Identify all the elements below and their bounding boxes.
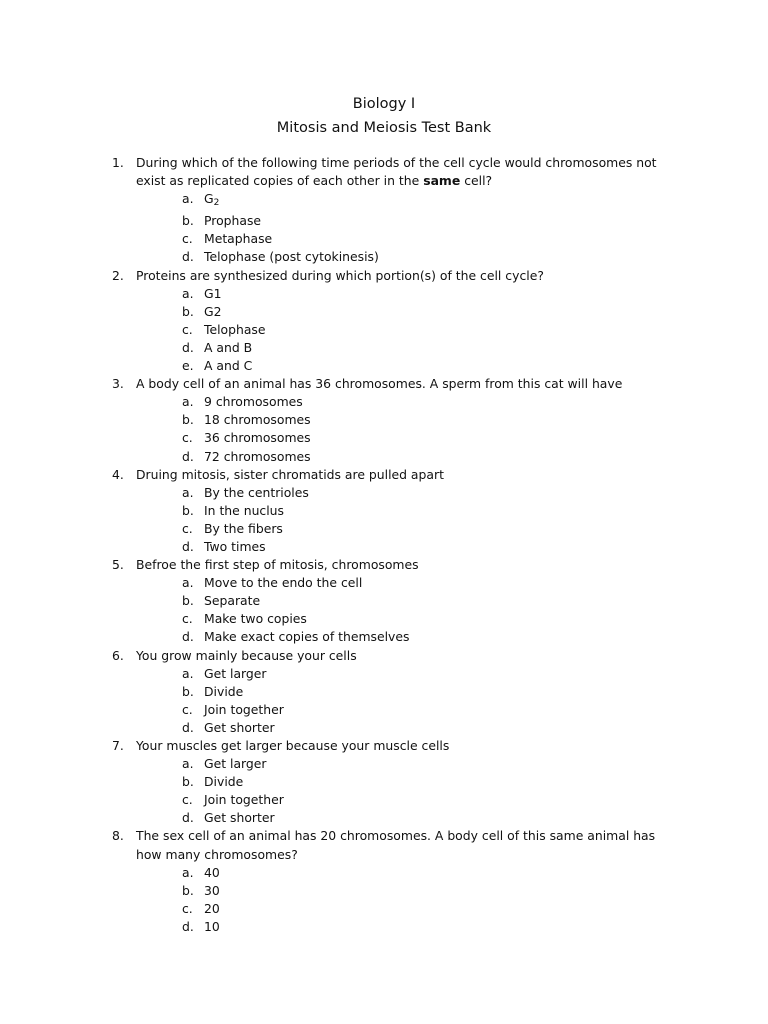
- answer-option: [136, 429, 672, 447]
- answer-option: [136, 791, 672, 809]
- option-text: Make two copies: [204, 611, 307, 627]
- question-text: A body cell of an animal has 36 chromosomes. A sperm from this cat will have: [136, 376, 623, 392]
- option-letter: e.: [182, 358, 194, 374]
- answer-option: [136, 520, 672, 538]
- answer-options: [136, 484, 672, 556]
- option-letter: b.: [182, 774, 194, 790]
- option-text: A and B: [204, 339, 253, 355]
- option-letter: b.: [182, 593, 194, 609]
- option-letter: d.: [182, 448, 194, 464]
- option-text: 10: [204, 918, 220, 934]
- answer-options: [136, 574, 672, 646]
- answer-option: [136, 683, 672, 701]
- question-text: You grow mainly because your cells: [136, 647, 357, 663]
- question-7: [112, 737, 672, 827]
- document-subtitle: Mitosis and Meiosis Test Bank: [276, 120, 492, 136]
- option-letter: c.: [182, 520, 193, 536]
- option-letter: a.: [182, 484, 194, 500]
- answer-option: [136, 809, 672, 827]
- question-8: [112, 827, 672, 936]
- answer-option: [136, 755, 672, 773]
- option-text: G1: [204, 285, 222, 301]
- option-text: Join together: [204, 701, 284, 717]
- option-text: Two times: [204, 538, 266, 554]
- option-letter: b.: [182, 303, 194, 319]
- question-text: Proteins are synthesized during which portion(s) of the cell cycle?: [136, 267, 544, 283]
- answer-option: [136, 321, 672, 339]
- option-letter: c.: [182, 321, 193, 337]
- option-letter: b.: [182, 213, 194, 229]
- question-2: [112, 267, 672, 376]
- option-letter: a.: [182, 575, 194, 591]
- option-text: 30: [204, 882, 220, 898]
- option-text: Make exact copies of themselves: [204, 629, 410, 645]
- answer-option: [136, 538, 672, 556]
- option-text: Get shorter: [204, 719, 275, 735]
- answer-option: [136, 574, 672, 592]
- question-text: Your muscles get larger because your muscle cells: [136, 738, 450, 753]
- question-text-part: During which of the following time periods of the cell cycle would chromosomes not exist as replicated copies of each other in the: [136, 155, 657, 189]
- answer-options: [136, 285, 672, 375]
- answer-option: [136, 592, 672, 610]
- option-letter: a.: [182, 285, 194, 301]
- question-6: [112, 647, 672, 737]
- option-letter: d.: [182, 538, 194, 554]
- option-text: Get larger: [204, 756, 267, 772]
- option-letter: a.: [182, 191, 194, 207]
- answer-option: [136, 610, 672, 628]
- option-letter: a.: [182, 756, 194, 772]
- option-letter: c.: [182, 701, 193, 717]
- question-number: 7.: [112, 738, 124, 753]
- answer-options: [136, 393, 672, 465]
- question-number: 8.: [112, 828, 124, 844]
- option-letter: c.: [182, 792, 193, 808]
- document-title: Biology I: [352, 96, 416, 112]
- answer-option: [136, 918, 672, 936]
- option-text: Separate: [204, 593, 261, 609]
- option-letter: b.: [182, 502, 194, 518]
- question-text: [136, 154, 672, 190]
- option-letter: d.: [182, 339, 194, 355]
- answer-option: [136, 502, 672, 520]
- answer-option: [136, 230, 672, 248]
- option-letter: d.: [182, 249, 194, 265]
- question-list: [112, 154, 672, 936]
- question-text: Druing mitosis, sister chromatids are pulled apart: [136, 466, 444, 482]
- option-letter: d.: [182, 629, 194, 645]
- option-letter: d.: [182, 810, 194, 826]
- option-text: Join together: [204, 792, 284, 808]
- option-text: Telophase (post cytokinesis): [204, 249, 379, 265]
- option-subscript: 2: [213, 198, 220, 209]
- option-text: G: [204, 191, 214, 207]
- option-letter: d.: [182, 918, 194, 934]
- option-letter: b.: [182, 683, 194, 699]
- answer-option: [136, 864, 672, 882]
- option-text: 40: [204, 864, 220, 880]
- option-text: Get shorter: [204, 810, 275, 826]
- answer-option: [136, 448, 672, 466]
- option-letter: b.: [182, 882, 194, 898]
- question-1: [112, 154, 672, 267]
- question-text: The sex cell of an animal has 20 chromosomes. A body cell of this same animal has how many chromosomes?: [136, 828, 656, 862]
- option-text: Move to the endo the cell: [204, 575, 363, 591]
- option-text: Get larger: [204, 665, 267, 681]
- answer-option: [136, 212, 672, 230]
- question-4: [112, 466, 672, 556]
- answer-option: [136, 411, 672, 429]
- option-text: 9 chromosomes: [204, 394, 303, 410]
- answer-option: [136, 882, 672, 900]
- answer-option: [136, 357, 672, 375]
- option-text: By the centrioles: [204, 484, 309, 500]
- answer-option: [136, 665, 672, 683]
- option-text: 18 chromosomes: [204, 412, 311, 428]
- question-text-part: cell?: [460, 173, 493, 189]
- option-text: 72 chromosomes: [204, 448, 311, 464]
- answer-options: [136, 864, 672, 936]
- option-text: A and C: [204, 358, 253, 374]
- option-text: 20: [204, 900, 220, 916]
- option-text: Divide: [204, 774, 244, 790]
- question-3: [112, 375, 672, 465]
- option-text: 36 chromosomes: [204, 430, 311, 446]
- option-letter: c.: [182, 231, 193, 247]
- option-text: Divide: [204, 683, 244, 699]
- option-text: G2: [204, 303, 222, 319]
- answer-option: [136, 393, 672, 411]
- answer-option: [136, 484, 672, 502]
- option-letter: d.: [182, 719, 194, 735]
- option-letter: c.: [182, 900, 193, 916]
- question-number: 4.: [112, 466, 124, 482]
- answer-options: [136, 190, 672, 266]
- question-text: Befroe the first step of mitosis, chromosomes: [136, 557, 419, 573]
- answer-options: [136, 665, 672, 737]
- option-letter: c.: [182, 430, 193, 446]
- option-letter: c.: [182, 611, 193, 627]
- question-number: 1.: [112, 155, 124, 170]
- answer-option: [136, 628, 672, 646]
- question-5: [112, 556, 672, 646]
- answer-option: [136, 701, 672, 719]
- answer-options: [136, 755, 672, 827]
- option-text: In the nuclus: [204, 502, 284, 518]
- option-letter: a.: [182, 394, 194, 410]
- answer-option: [136, 339, 672, 357]
- option-text: Prophase: [204, 213, 262, 229]
- option-letter: b.: [182, 412, 194, 428]
- option-letter: a.: [182, 665, 194, 681]
- answer-option: [136, 190, 672, 212]
- answer-option: [136, 303, 672, 321]
- question-number: 6.: [112, 647, 124, 663]
- question-number: 5.: [112, 557, 124, 573]
- option-letter: a.: [182, 864, 194, 880]
- question-number: 2.: [112, 267, 124, 283]
- answer-option: [136, 285, 672, 303]
- answer-option: [136, 248, 672, 266]
- answer-option: [136, 900, 672, 918]
- answer-option: [136, 719, 672, 737]
- option-text: Telophase: [204, 321, 266, 337]
- question-text-emphasis: same: [423, 173, 461, 189]
- question-number: 3.: [112, 376, 124, 392]
- option-text: By the fibers: [204, 520, 283, 536]
- answer-option: [136, 773, 672, 791]
- option-text: Metaphase: [204, 231, 273, 247]
